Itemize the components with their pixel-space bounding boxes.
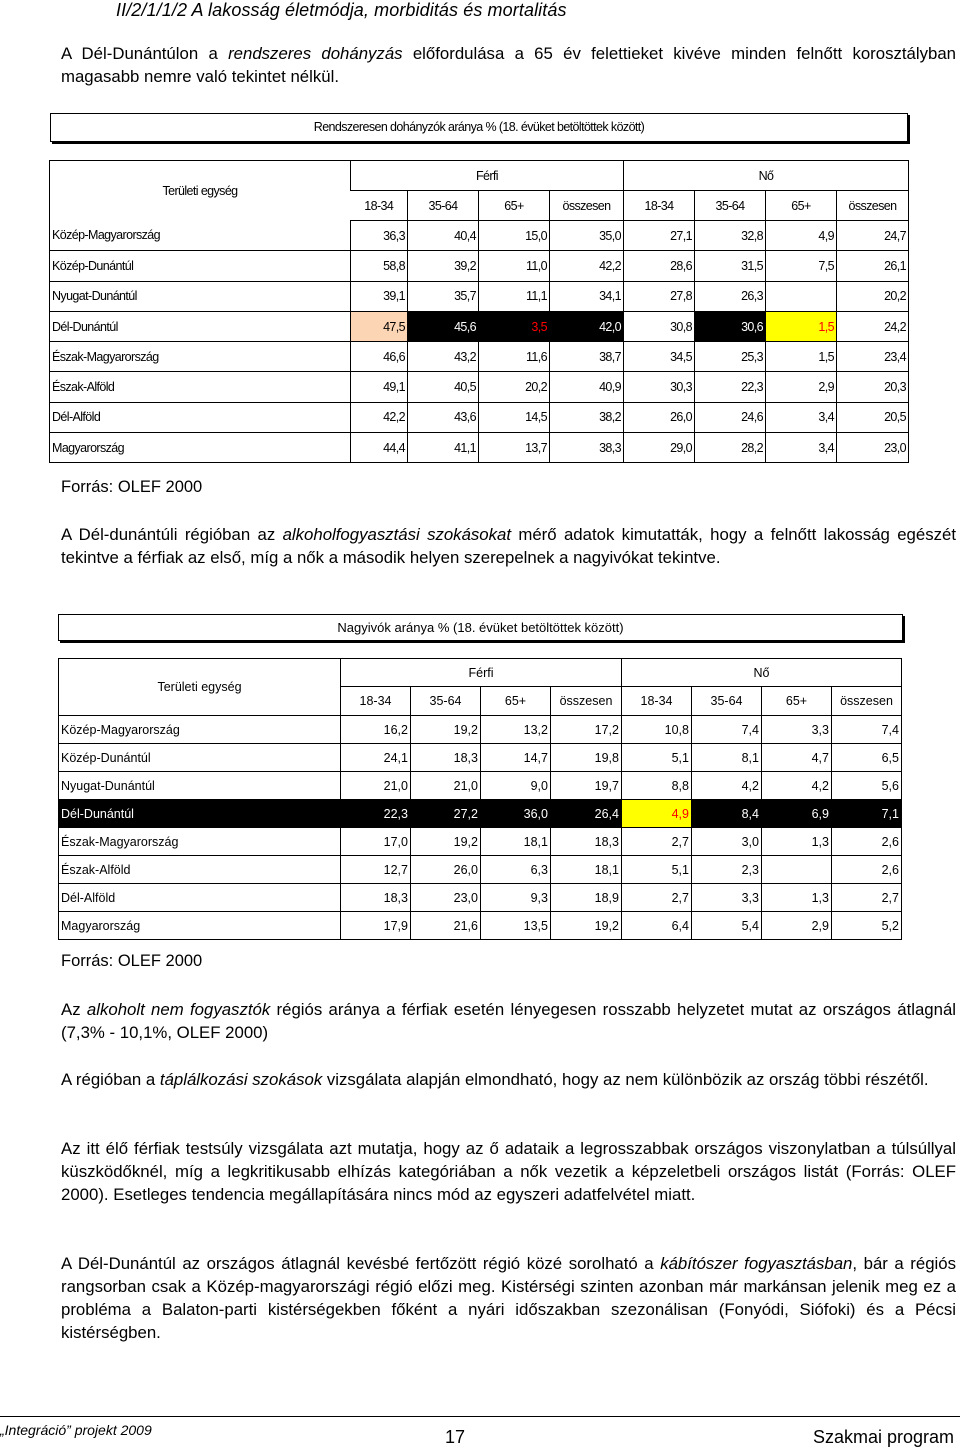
value-cell: 36,3 [351,221,408,251]
value-cell: 45,6 [408,311,479,341]
value-cell: 19,8 [551,744,622,772]
footer-project: „Integráció” projekt 2009 [0,1422,152,1438]
paragraph-non-drinkers: Az alkoholt nem fogyasztók régiós aránya a férfiak esetén lényegesen rosszabb helyzetet mutat az országos átlagnál (7,3% - 10,1%, OLEF 2000) [61,1000,957,1042]
column-header: 18-34 [624,191,695,221]
value-cell: 38,7 [550,342,624,372]
table-row [59,744,902,772]
value-cell [766,281,837,311]
table-row [59,800,902,828]
column-header: összesen [551,687,622,716]
value-cell: 5,1 [622,744,692,772]
value-cell: 19,7 [551,772,622,800]
value-cell: 8,1 [692,744,762,772]
column-header: 18-34 [341,687,411,716]
paragraph-alcohol: A Dél-dunántúli régióban az alkoholfogyasztási szokásokat mérő adatok kimutatták, hogy a felnőtt lakosság egészét tekintve a férfiak az első, míg a nők a második helyen szerepelnek a nagyivókat tekintve. [61,525,956,567]
source-note-1: Forrás: OLEF 2000 [61,478,203,496]
value-cell: 38,2 [550,402,624,432]
column-header: 35-64 [695,191,766,221]
value-cell: 20,2 [837,281,909,311]
value-cell: 21,0 [411,772,481,800]
value-cell: 6,3 [481,856,551,884]
table-row [59,772,902,800]
column-header: 65+ [766,191,837,221]
region-name: Észak-Alföld [59,856,341,884]
value-cell: 29,0 [624,433,695,463]
group-header-male: Férfi [341,659,622,687]
value-cell: 18,1 [481,828,551,856]
region-header: Területi egység [162,183,238,198]
value-cell: 5,1 [622,856,692,884]
table-row [50,402,909,432]
value-cell: 2,9 [762,912,832,940]
value-cell: 43,6 [408,402,479,432]
table-row [59,856,902,884]
section-heading: II/2/1/1/2 A lakosság életmódja, morbiditás és mortalitás [116,0,567,20]
value-cell: 27,1 [624,221,695,251]
value-cell: 26,0 [624,402,695,432]
value-cell: 2,6 [832,856,902,884]
value-cell: 4,7 [762,744,832,772]
value-cell: 5,2 [832,912,902,940]
paragraph-smoking: A Dél-Dunántúlon a rendszeres dohányzás előfordulása a 65 év felettieket kivéve minden felnőtt korosztályban magasabb nemre való tekintet nélkül. [61,44,956,86]
value-cell: 42,2 [550,251,624,281]
value-cell: 18,9 [551,884,622,912]
value-cell: 3,4 [766,433,837,463]
value-cell: 11,1 [479,281,550,311]
value-cell: 8,8 [622,772,692,800]
value-cell: 46,6 [351,342,408,372]
region-name: Észak-Alföld [50,372,351,402]
table-row [59,912,902,940]
value-cell: 26,1 [837,251,909,281]
value-cell: 18,3 [551,828,622,856]
value-cell: 13,7 [479,433,550,463]
region-name: Dél-Dunántúl [59,800,341,828]
value-cell: 1,5 [766,342,837,372]
value-cell: 7,1 [832,800,902,828]
value-cell: 40,4 [408,221,479,251]
region-name: Dél-Alföld [50,402,351,432]
value-cell: 18,3 [341,884,411,912]
value-cell: 34,1 [550,281,624,311]
value-cell: 14,7 [481,744,551,772]
region-name: Észak-Magyarország [59,828,341,856]
group-header-female: Nő [622,659,902,687]
group-header-female: Nő [624,161,909,191]
table-row [50,281,909,311]
value-cell: 42,0 [550,311,624,341]
value-cell: 26,0 [411,856,481,884]
column-header: összesen [832,687,902,716]
region-name: Közép-Magyarország [50,221,351,251]
value-cell: 17,0 [341,828,411,856]
value-cell: 4,9 [622,800,692,828]
value-cell: 21,6 [411,912,481,940]
region-name: Magyarország [59,912,341,940]
value-cell: 41,1 [408,433,479,463]
smoking-table [49,160,909,463]
value-cell: 20,2 [479,372,550,402]
value-cell [762,856,832,884]
value-cell: 30,3 [624,372,695,402]
value-cell: 32,8 [695,221,766,251]
value-cell: 28,6 [624,251,695,281]
value-cell: 35,7 [408,281,479,311]
paragraph-drugs: A Dél-Dunántúl az országos átlagnál kevésbé fertőzött régió közé sorolható a kábítószer fogyasztásban, bár a régiós rangsorban csak a Közép-magyarországi régió előzi meg. Kistérségi szinten azonban már markánsan jelenik meg ez a probléma a Balaton-parti kistérségekben főként a nyári időszakban szezonálisan (Fonyódi, Siófoki) és a Pécsi kistérségben. [61,1254,957,1342]
region-name: Közép-Dunántúl [59,744,341,772]
value-cell: 19,2 [411,828,481,856]
value-cell: 49,1 [351,372,408,402]
value-cell: 58,8 [351,251,408,281]
region-name: Dél-Dunántúl [50,311,351,341]
value-cell: 11,6 [479,342,550,372]
value-cell: 1,5 [766,311,837,341]
column-header: 35-64 [411,687,481,716]
region-name: Észak-Magyarország [50,342,351,372]
column-header: 65+ [479,191,550,221]
table-row [50,433,909,463]
footer-page-number: 17 [445,1427,466,1447]
table2-title: Nagyivók aránya % (18. évüket betöltöttek között) [58,614,903,641]
value-cell: 22,3 [341,800,411,828]
value-cell: 6,5 [832,744,902,772]
value-cell: 3,3 [762,716,832,744]
footer-divider [0,1416,960,1417]
value-cell: 7,5 [766,251,837,281]
value-cell: 5,4 [692,912,762,940]
value-cell: 24,6 [695,402,766,432]
value-cell: 20,3 [837,372,909,402]
value-cell: 19,2 [411,716,481,744]
table-row [59,884,902,912]
value-cell: 35,0 [550,221,624,251]
value-cell: 26,4 [551,800,622,828]
value-cell: 17,9 [341,912,411,940]
value-cell: 14,5 [479,402,550,432]
value-cell: 2,7 [832,884,902,912]
region-name: Nyugat-Dunántúl [59,772,341,800]
paragraph-weight: Az itt élő férfiak testsúly vizsgálata azt mutatja, hogy az ő adataik a legrosszabbak országos viszonylatban a túlsúllyal küszködőknél, míg a legkritikusabb elhízás kategóriában a nők vezetik a képzeletbeli országos listát (Forrás: OLEF 2000). Esetleges tendencia megállapítására nincs mód az egyszeri adatfelvétel miatt. [61,1139,956,1204]
value-cell: 21,0 [341,772,411,800]
table-row [59,828,902,856]
column-header: 35-64 [692,687,762,716]
value-cell: 2,3 [692,856,762,884]
value-cell: 44,4 [351,433,408,463]
value-cell: 11,0 [479,251,550,281]
column-header: 65+ [762,687,832,716]
value-cell: 2,9 [766,372,837,402]
value-cell: 13,5 [481,912,551,940]
value-cell: 19,2 [551,912,622,940]
table-row [50,251,909,281]
footer-title: Szakmai program [812,1427,954,1447]
value-cell: 26,3 [695,281,766,311]
value-cell: 6,9 [762,800,832,828]
paragraph-nutrition: A régióban a táplálkozási szokások vizsgálata alapján elmondható, hogy az nem különbözik az ország többi részétől. [61,1070,929,1089]
table-row [50,372,909,402]
value-cell: 3,0 [692,828,762,856]
value-cell: 38,3 [550,433,624,463]
value-cell: 3,5 [479,311,550,341]
column-header: 18-34 [351,191,408,221]
value-cell: 15,0 [479,221,550,251]
value-cell: 36,0 [481,800,551,828]
table-row [50,342,909,372]
value-cell: 23,4 [837,342,909,372]
value-cell: 9,3 [481,884,551,912]
column-header: összesen [550,191,624,221]
value-cell: 40,5 [408,372,479,402]
heavy-drinkers-table [58,658,902,940]
value-cell: 39,1 [351,281,408,311]
value-cell: 2,7 [622,828,692,856]
value-cell: 4,9 [766,221,837,251]
value-cell: 12,7 [341,856,411,884]
value-cell: 5,6 [832,772,902,800]
value-cell: 24,2 [837,311,909,341]
value-cell: 39,2 [408,251,479,281]
value-cell: 28,2 [695,433,766,463]
value-cell: 22,3 [695,372,766,402]
value-cell: 3,4 [766,402,837,432]
group-header-male: Férfi [351,161,624,191]
value-cell: 4,2 [692,772,762,800]
value-cell: 3,3 [692,884,762,912]
region-name: Közép-Magyarország [59,716,341,744]
value-cell: 43,2 [408,342,479,372]
table-row [59,716,902,744]
column-header: 35-64 [408,191,479,221]
value-cell: 23,0 [411,884,481,912]
region-header: Területi egység [59,659,341,716]
value-cell: 13,2 [481,716,551,744]
value-cell: 27,2 [411,800,481,828]
value-cell: 27,8 [624,281,695,311]
value-cell: 24,1 [341,744,411,772]
region-name: Közép-Dunántúl [50,251,351,281]
value-cell: 31,5 [695,251,766,281]
table-row [50,221,909,251]
column-header: összesen [837,191,909,221]
value-cell: 30,8 [624,311,695,341]
value-cell: 10,8 [622,716,692,744]
value-cell: 42,2 [351,402,408,432]
value-cell: 23,0 [837,433,909,463]
value-cell: 7,4 [692,716,762,744]
value-cell: 20,5 [837,402,909,432]
source-note-2: Forrás: OLEF 2000 [61,952,203,970]
value-cell: 47,5 [351,311,408,341]
value-cell: 34,5 [624,342,695,372]
value-cell: 7,4 [832,716,902,744]
column-header: 65+ [481,687,551,716]
value-cell: 4,2 [762,772,832,800]
value-cell: 25,3 [695,342,766,372]
value-cell: 8,4 [692,800,762,828]
value-cell: 1,3 [762,884,832,912]
value-cell: 6,4 [622,912,692,940]
value-cell: 24,7 [837,221,909,251]
value-cell: 17,2 [551,716,622,744]
value-cell: 1,3 [762,828,832,856]
table-row [50,311,909,341]
value-cell: 40,9 [550,372,624,402]
value-cell: 2,6 [832,828,902,856]
value-cell: 9,0 [481,772,551,800]
value-cell: 18,1 [551,856,622,884]
value-cell: 2,7 [622,884,692,912]
column-header: 18-34 [622,687,692,716]
value-cell: 30,6 [695,311,766,341]
value-cell: 18,3 [411,744,481,772]
region-name: Magyarország [50,433,351,463]
value-cell: 16,2 [341,716,411,744]
region-name: Nyugat-Dunántúl [50,281,351,311]
table1-title: Rendszeresen dohányzók aránya % (18. évüket betöltöttek között) [50,113,908,142]
region-name: Dél-Alföld [59,884,341,912]
